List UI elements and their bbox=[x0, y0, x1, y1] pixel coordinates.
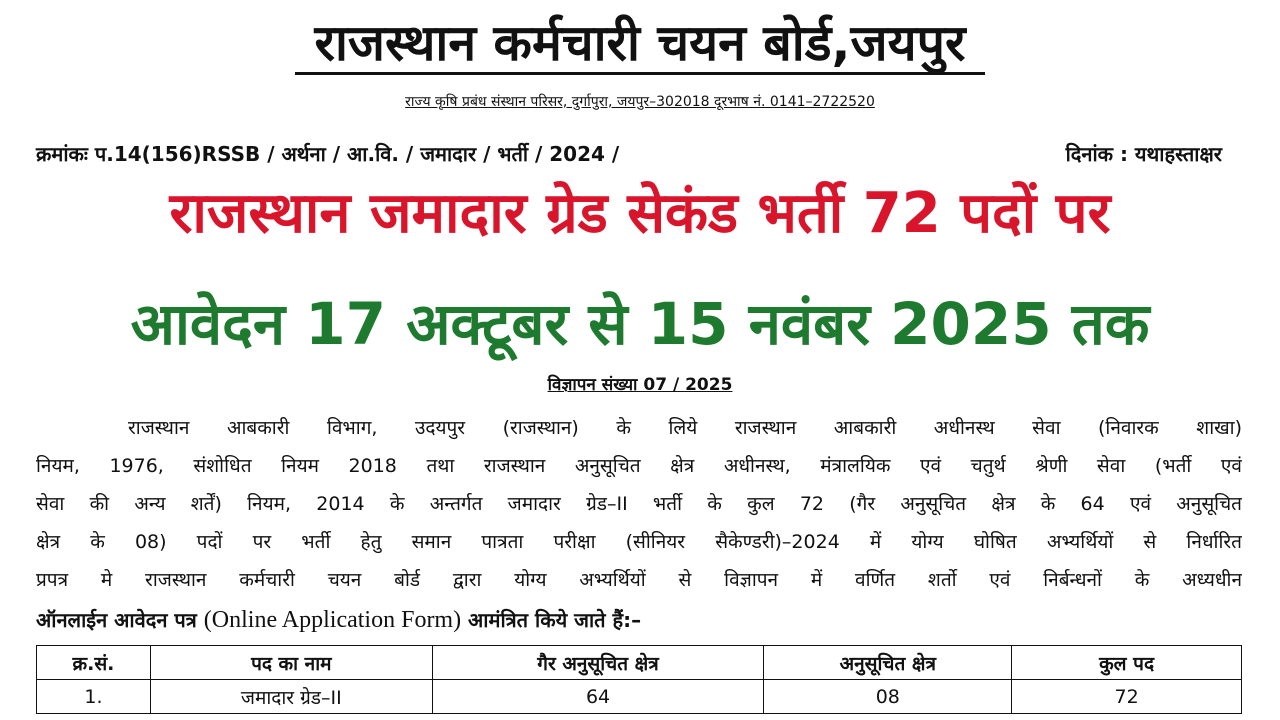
paragraph-line: क्षेत्र के 08) पदों पर भर्ती हेतु समान पात्रता परीक्षा (सीनियर सैकेण्डरी)–2024 में योग्य घोषित अभ्यर्थियों से निर्धारित bbox=[36, 531, 1242, 553]
vacancy-table bbox=[36, 645, 1242, 714]
cell-total: 72 bbox=[1012, 680, 1242, 714]
paragraph-line: सेवा की अन्य शर्तें) नियम, 2014 के अन्तर्गत जमादार ग्रेड–II भर्ती के कुल 72 (गैर अनुसूचित क्षेत्र के 64 एवं अनुसूचित bbox=[36, 493, 1242, 515]
reference-number: क्रमांकः प.14(156)RSSB / अर्थना / आ.वि. / जमादार / भर्ती / 2024 / bbox=[36, 142, 620, 166]
reference-date: दिनांक : यथाहस्ताक्षर bbox=[1065, 142, 1222, 166]
header-scheduled: अनुसूचित क्षेत्र bbox=[764, 646, 1012, 680]
advertisement-number: विज्ञापन संख्या 07 / 2025 bbox=[547, 375, 733, 395]
headline-vacancies: राजस्थान जमादार ग्रेड सेकंड भर्ती 72 पदों पर bbox=[169, 181, 1111, 246]
cell-post-name: जमादार ग्रेड–II bbox=[150, 680, 432, 714]
online-application-line: ऑनलाईन आवेदन पत्र (Online Application Form) आमंत्रित किये जाते हैं:– bbox=[36, 607, 642, 633]
header-total: कुल पद bbox=[1012, 646, 1242, 680]
header-serial: क्र.सं. bbox=[37, 646, 151, 680]
paragraph-line: नियम, 1976, संशोधित नियम 2018 तथा राजस्थान अनुसूचित क्षेत्र अधीनस्थ, मंत्रालयिक एवं चतुर्थ श्रेणी सेवा (भर्ती एवं bbox=[36, 455, 1242, 477]
board-address: राज्य कृषि प्रबंध संस्थान परिसर, दुर्गापुरा, जयपुर–302018 दूरभाष नं. 0141–2722520 bbox=[405, 94, 875, 110]
page-title: राजस्थान कर्मचारी चयन बोर्ड,जयपुर bbox=[0, 10, 1280, 76]
header-post-name: पद का नाम bbox=[150, 646, 432, 680]
paragraph-line: राजस्थान आबकारी विभाग, उदयपुर (राजस्थान) के लिये राजस्थान आबकारी अधीनस्थ सेवा (निवारक शाखा) bbox=[128, 417, 1242, 439]
table-row bbox=[37, 680, 1242, 714]
paragraph-line: प्रपत्र मे राजस्थान कर्मचारी चयन बोर्ड द्वारा योग्य अभ्यर्थियों से विज्ञापन में वर्णित शर्तो एवं निर्बन्धनों के अध्यधीन bbox=[36, 569, 1242, 591]
cell-non-scheduled: 64 bbox=[432, 680, 764, 714]
header-non-scheduled: गैर अनुसूचित क्षेत्र bbox=[432, 646, 764, 680]
headline-dates: आवेदन 17 अक्टूबर से 15 नवंबर 2025 तक bbox=[130, 290, 1150, 358]
cell-scheduled: 08 bbox=[764, 680, 1012, 714]
table-header-row bbox=[37, 646, 1242, 680]
cell-serial: 1. bbox=[37, 680, 151, 714]
